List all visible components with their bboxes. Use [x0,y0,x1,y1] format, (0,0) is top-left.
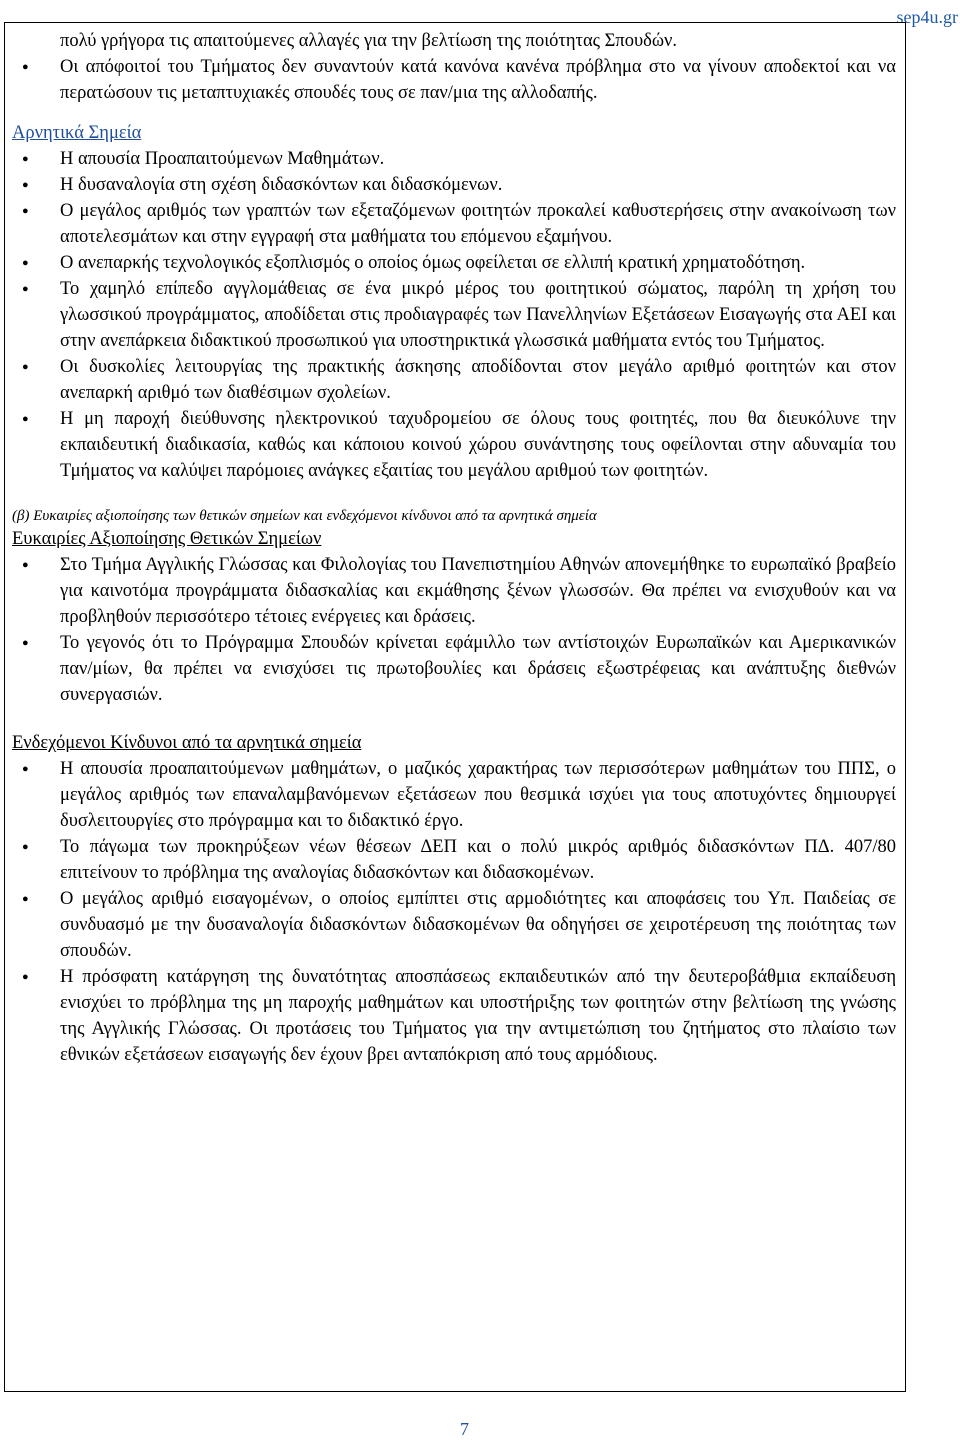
list-item: ● Ο μεγάλος αριθμός των γραπτών των εξεταζόμενων φοιτητών προκαλεί καθυστερήσεις στην ανακοίνωση των αποτελεσμάτων και στην εγγραφή στα μαθήματα του επόμενου εξαμήνου. [12,198,896,250]
list-item: ● Η δυσαναλογία στη σχέση διδασκόντων και διδασκόμενων. [12,172,896,198]
opportunities-heading: Ευκαιρίες Αξιοποίησης Θετικών Σημείων [12,529,322,549]
document-body [12,28,896,1068]
opportunities-list [12,552,896,708]
risks-heading: Ενδεχόμενοι Κίνδυνοι από τα αρνητικά σημεία [12,733,362,753]
top-bullet-list [12,54,896,106]
risks-list [12,756,896,1068]
watermark: sep4u.gr [896,7,958,27]
list-item: ● Η πρόσφατη κατάργηση της δυνατότητας αποσπάσεως εκπαιδευτικών από την δευτεροβάθμια εκπαίδευση ενισχύει το πρόβλημα της μη παροχής μαθημάτων και υποστήριξης των φοιτητών στην βελτίωση της γνώσης της Αγγλικής Γλώσσας. Οι προτάσεις του Τμήματος για την αντιμετώπιση του ζητήματος στο πλαίσιο των εθνικών εξετάσεων εισαγωγής δεν έχουν βρει ανταπόκριση από τους αρμόδιους. [12,964,896,1068]
list-item: ● Ο ανεπαρκής τεχνολογικός εξοπλισμός ο οποίος όμως οφείλεται σε ελλιπή κρατική χρηματοδότηση. [12,250,896,276]
list-item: ● Στο Τμήμα Αγγλικής Γλώσσας και Φιλολογίας του Πανεπιστημίου Αθηνών απονεμήθηκε το ευρωπαϊκό βραβείο για καινοτόμα προγράμματα διδασκαλίας και εκμάθησης ξένων γλωσσών. Θα πρέπει να ενισχυθούν και να προβληθούν περισσότερο τέτοιες ενέργειες και δράσεις. [12,552,896,630]
continuation-text: πολύ γρήγορα τις απαιτούμενες αλλαγές για την βελτίωση της ποιότητας Σπουδών. [60,31,678,51]
list-item: ● Το πάγωμα των προκηρύξεων νέων θέσεων ΔΕΠ και ο πολύ μικρός αριθμός διδασκόντων ΠΔ. 407/80 επιτείνουν το πρόβλημα της αναλογίας διδασκόντων και διδασκομένων. [12,834,896,886]
list-item: ● Οι δυσκολίες λειτουργίας της πρακτικής άσκησης αποδίδονται στον μεγάλο αριθμό φοιτητών και στον ανεπαρκή αριθμό των διαθέσιμων σχολείων. [12,354,896,406]
list-item: ● Η απουσία Προαπαιτούμενων Μαθημάτων. [12,146,896,172]
list-item: ● Οι απόφοιτοί του Τμήματος δεν συναντούν κατά κανόνα κανένα πρόβλημα στο να γίνουν αποδεκτοί και να περατώσουν τις μεταπτυχιακές σπουδές τους σε παν/μια της αλλοδαπής. [12,54,896,106]
list-item: ● Η απουσία προαπαιτούμενων μαθημάτων, ο μαζικός χαρακτήρας των περισσότερων μαθημάτων του ΠΠΣ, ο μεγάλος αριθμός των επαναλαμβανόμενων εξετάσεων που θεσμικά ισχύει για τους αποτυχόντες δημιουργεί δυσλειτουργίες στο πρόγραμμα και το διδακτικό έργο. [12,756,896,834]
list-item: ● Το γεγονός ότι το Πρόγραμμα Σπουδών κρίνεται εφάμιλλο των αντίστοιχών Ευρωπαϊκών και Αμερικανικών παν/μίων, θα πρέπει να ενισχύσει τις πρωτοβουλίες και δράσεις εξωστρέφειας και ανάπτυξης διεθνών συνεργασιών. [12,630,896,708]
negative-points-list [12,146,896,484]
list-item: ● Το χαμηλό επίπεδο αγγλομάθειας σε ένα μικρό μέρος του φοιτητικού σώματος, παρόλη τη χρήση του γλωσσικού προγράμματος, αποδίδεται στις προδιαγραφές των Πανελληνίων Εξετάσεων Εισαγωγής στα ΑΕΙ και στην ανεπάρκεια διδακτικού προσωπικού για υποστηρικτικά γλωσσικά μαθήματα εντός του Τμήματος. [12,276,896,354]
list-item: ● Ο μεγάλος αριθμό εισαγομένων, ο οποίος εμπίπτει στις αρμοδιότητες και αποφάσεις του Υπ. Παιδείας σε συνδυασμό με την δυσαναλογία διδασκόντων διδασκομένων θα οδηγήσει σε χειροτέρευση της ποιότητας των σπουδών. [12,886,896,964]
negative-points-heading: Αρνητικά Σημεία [12,123,142,143]
section-b-title: (β) Ευκαιρίες αξιοποίησης των θετικών σημείων και ενδεχόμενοι κίνδυνοι από τα αρνητικά σημεία [12,508,597,524]
page-number: 7 [460,1419,469,1439]
list-item: ● Η μη παροχή διεύθυνσης ηλεκτρονικού ταχυδρομείου σε όλους τους φοιτητές, που θα διευκόλυνε την εκπαιδευτική διαδικασία, καθώς και κάποιου κοινού χώρου συνάντησης τους οφείλονται στην αδυναμία του Τμήματος να καλύψει παρόμοιες ανάγκες εξαιτίας του μεγάλου αριθμού των φοιτητών. [12,406,896,484]
